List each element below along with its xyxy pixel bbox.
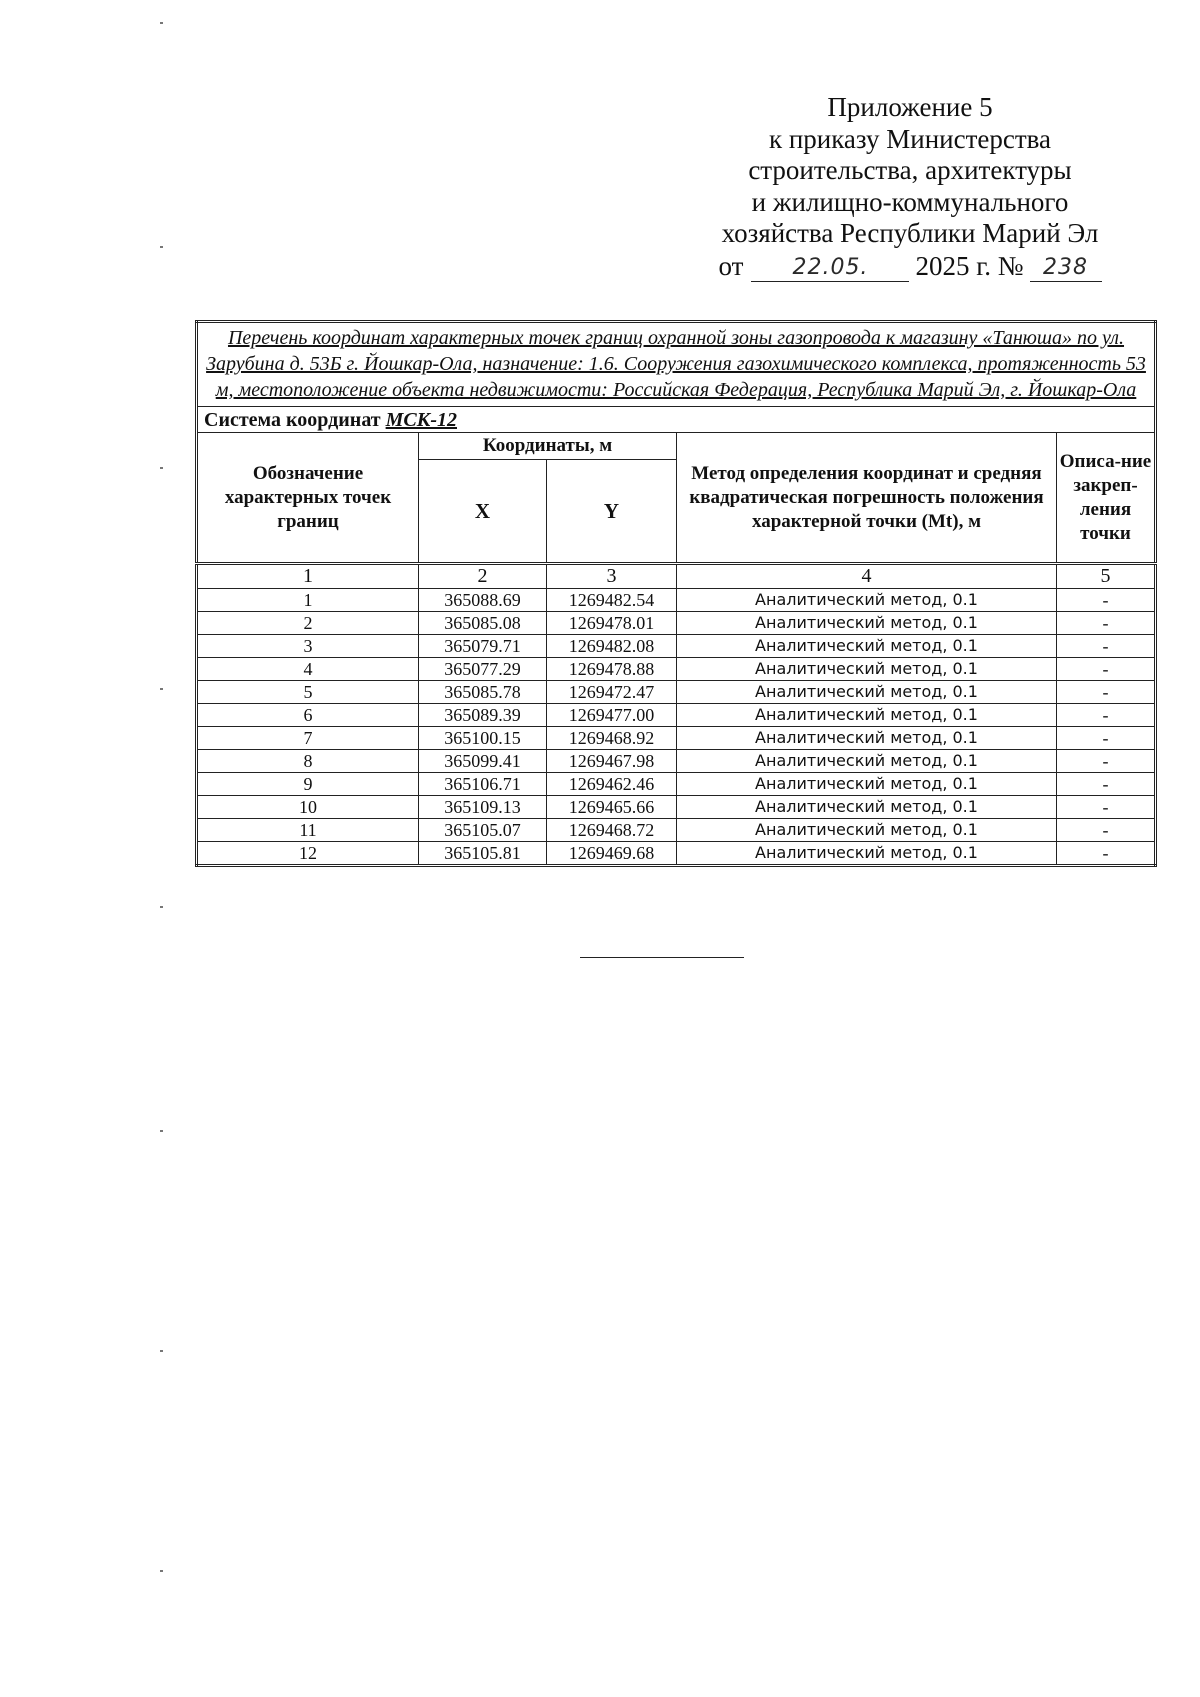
cell-y: 1269468.92 xyxy=(547,727,677,750)
table-row xyxy=(197,658,1156,681)
appendix-line-1: Приложение 5 xyxy=(827,92,993,122)
cell-x: 365099.41 xyxy=(419,750,547,773)
cell-method: Аналитический метод, 0.1 xyxy=(677,773,1057,796)
scan-speck xyxy=(160,906,163,908)
table-row xyxy=(197,842,1156,866)
cell-point: 6 xyxy=(197,704,419,727)
table-row xyxy=(197,704,1156,727)
cell-point: 8 xyxy=(197,750,419,773)
cell-method: Аналитический метод, 0.1 xyxy=(677,727,1057,750)
cell-point: 9 xyxy=(197,773,419,796)
column-number: 1 xyxy=(197,564,419,589)
table-row xyxy=(197,819,1156,842)
cell-method: Аналитический метод, 0.1 xyxy=(677,842,1057,866)
header-row-1 xyxy=(197,433,1156,460)
cell-x: 365105.81 xyxy=(419,842,547,866)
scan-speck xyxy=(160,1130,163,1132)
coordinate-system-value: МСК-12 xyxy=(385,408,457,431)
header-method: Метод определения координат и средняя квадратическая погрешность положения характерной точки (Mt), м xyxy=(677,433,1057,564)
scan-speck xyxy=(160,688,163,690)
column-number: 4 xyxy=(677,564,1057,589)
cell-y: 1269468.72 xyxy=(547,819,677,842)
cell-description: - xyxy=(1057,681,1156,704)
cell-description: - xyxy=(1057,589,1156,612)
cell-x: 365105.07 xyxy=(419,819,547,842)
cell-description: - xyxy=(1057,796,1156,819)
table-title: Перечень координат характерных точек границ охранной зоны газопровода к магазину «Танюша» по ул. Зарубина д. 53Б г. Йошкар-Ола, назначение: 1.6. Сооружения газохимического комплекса, протяженность 53 м, местоположение объекта недвижимости: Российская Федерация, Республика Марий Эл, г. Йошкар-Ола xyxy=(197,322,1156,407)
cell-description: - xyxy=(1057,819,1156,842)
cell-method: Аналитический метод, 0.1 xyxy=(677,681,1057,704)
table-row xyxy=(197,796,1156,819)
column-number: 2 xyxy=(419,564,547,589)
scan-speck xyxy=(160,22,163,24)
table-row xyxy=(197,750,1156,773)
cell-description: - xyxy=(1057,658,1156,681)
scan-speck xyxy=(160,1570,163,1572)
header-description: Описа-ние закреп-ления точки xyxy=(1057,433,1156,564)
cell-x: 365085.08 xyxy=(419,612,547,635)
column-numbers-row xyxy=(197,564,1156,589)
handwritten-order-number: 238 xyxy=(1030,255,1102,282)
cell-description: - xyxy=(1057,704,1156,727)
year-text: 2025 г. № xyxy=(915,250,1024,281)
cell-y: 1269469.68 xyxy=(547,842,677,866)
appendix-header xyxy=(690,92,1130,282)
date-prefix: от xyxy=(718,250,744,281)
table-row xyxy=(197,589,1156,612)
cell-y: 1269478.88 xyxy=(547,658,677,681)
appendix-line-4: и жилищно-коммунального xyxy=(751,186,1069,217)
cell-description: - xyxy=(1057,750,1156,773)
cell-x: 365077.29 xyxy=(419,658,547,681)
cell-y: 1269477.00 xyxy=(547,704,677,727)
cell-description: - xyxy=(1057,727,1156,750)
cell-method: Аналитический метод, 0.1 xyxy=(677,612,1057,635)
coordinate-system xyxy=(197,407,1156,433)
cell-method: Аналитический метод, 0.1 xyxy=(677,704,1057,727)
cell-description: - xyxy=(1057,612,1156,635)
cell-method: Аналитический метод, 0.1 xyxy=(677,658,1057,681)
cell-method: Аналитический метод, 0.1 xyxy=(677,796,1057,819)
cell-point: 5 xyxy=(197,681,419,704)
cell-point: 11 xyxy=(197,819,419,842)
cell-point: 1 xyxy=(197,589,419,612)
cell-y: 1269482.54 xyxy=(547,589,677,612)
coordinate-system-label: Система координат xyxy=(204,408,381,431)
cell-point: 10 xyxy=(197,796,419,819)
cell-method: Аналитический метод, 0.1 xyxy=(677,589,1057,612)
cell-x: 365100.15 xyxy=(419,727,547,750)
cell-y: 1269462.46 xyxy=(547,773,677,796)
cell-y: 1269472.47 xyxy=(547,681,677,704)
cell-description: - xyxy=(1057,635,1156,658)
table-row xyxy=(197,635,1156,658)
cell-method: Аналитический метод, 0.1 xyxy=(677,819,1057,842)
scan-speck xyxy=(160,467,163,469)
cell-method: Аналитический метод, 0.1 xyxy=(677,750,1057,773)
cell-y: 1269465.66 xyxy=(547,796,677,819)
appendix-line-5: хозяйства Республики Марий Эл xyxy=(721,218,1099,248)
appendix-line-2: к приказу Министерства xyxy=(768,123,1052,154)
cell-x: 365089.39 xyxy=(419,704,547,727)
table-row xyxy=(197,727,1156,750)
header-coordinates: Координаты, м xyxy=(419,433,677,460)
table-row xyxy=(197,773,1156,796)
table-title-row xyxy=(197,322,1156,407)
column-number: 3 xyxy=(547,564,677,589)
header-x: X xyxy=(419,460,547,564)
cell-y: 1269482.08 xyxy=(547,635,677,658)
header-y: Y xyxy=(547,460,677,564)
cell-y: 1269467.98 xyxy=(547,750,677,773)
column-number: 5 xyxy=(1057,564,1156,589)
cell-x: 365079.71 xyxy=(419,635,547,658)
cell-method: Аналитический метод, 0.1 xyxy=(677,635,1057,658)
cell-x: 365109.13 xyxy=(419,796,547,819)
table-row xyxy=(197,612,1156,635)
cell-x: 365088.69 xyxy=(419,589,547,612)
table-row xyxy=(197,681,1156,704)
cell-point: 4 xyxy=(197,658,419,681)
coordinate-system-row xyxy=(197,407,1156,433)
closing-rule xyxy=(580,957,744,958)
order-date-line xyxy=(690,251,1130,283)
cell-x: 365106.71 xyxy=(419,773,547,796)
cell-point: 2 xyxy=(197,612,419,635)
cell-point: 3 xyxy=(197,635,419,658)
cell-point: 7 xyxy=(197,727,419,750)
cell-point: 12 xyxy=(197,842,419,866)
cell-description: - xyxy=(1057,773,1156,796)
scan-speck xyxy=(160,1350,163,1352)
scan-speck xyxy=(160,246,163,248)
coordinates-table xyxy=(195,320,1157,867)
handwritten-date: 22.05. xyxy=(751,255,909,282)
cell-y: 1269478.01 xyxy=(547,612,677,635)
cell-description: - xyxy=(1057,842,1156,866)
appendix-line-3: строительства, архитектуры xyxy=(748,155,1072,185)
header-point: Обозначение характерных точек границ xyxy=(197,433,419,564)
cell-x: 365085.78 xyxy=(419,681,547,704)
